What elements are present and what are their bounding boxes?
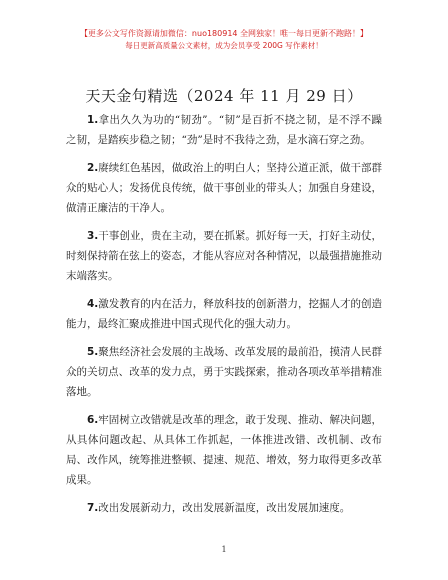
document-body: [66, 110, 382, 526]
paragraph-number: 5.: [87, 346, 99, 358]
page-number: 1: [221, 545, 227, 554]
paragraph-number: 1.: [87, 114, 99, 126]
paragraph-number: 6.: [87, 414, 99, 426]
paragraph-text: 聚焦经济社会发展的主战场、改革发展的最前沿，摸清人民群众的关切点、改革的发力点，勇于实践探索，推动各项改革举措精准落地。: [66, 346, 382, 398]
paragraph-text: 牢固树立改错就是改革的理念，敢于发现、推动、解决问题，从具体问题改起、从具体工作抓起，一体推进改错、改机制、改布局、改作风，统筹推进整顿、提速、规范、增效，努力取得更多改革成果。: [66, 414, 382, 486]
paragraph-6: [66, 410, 382, 490]
paragraph-1: [66, 110, 382, 150]
promo-line: 【更多公文写作资源请加微信：nuo180914 全网独家！唯一每日更新不跑路！】: [79, 29, 369, 38]
paragraph-7: [66, 498, 382, 518]
paragraph-number: 4.: [87, 298, 99, 310]
paragraph-text: 激发教育的内在活力，释放科技的创新潜力，挖掘人才的创造能力，最终汇聚成推进中国式现代化的强大动力。: [66, 298, 382, 330]
paragraph-text: 拿出久久为功的“韧劲”。“韧”是百折不挠之韧，是不浮不躁之韧，是踏疾步稳之韧；“劲”是时不我待之劲，是水滴石穿之劲。: [66, 114, 382, 146]
paragraph-5: [66, 342, 382, 402]
paragraph-2: [66, 158, 382, 218]
paragraph-4: [66, 294, 382, 334]
paragraph-number: 2.: [87, 162, 99, 174]
paragraph-text: 改出发展新动力，改出发展新温度，改出发展加速度。: [98, 502, 351, 514]
page-title: 天天金句精选（2024 年 11 月 29 日）: [85, 87, 363, 105]
header-banner: [0, 28, 448, 52]
paragraph-number: 3.: [87, 230, 99, 242]
promo-subline: 每日更新高质量公文素材，成为会员享受 200G 写作素材！: [125, 41, 323, 50]
paragraph-3: [66, 226, 382, 286]
paragraph-text: 干事创业，贵在主动，要在抓紧。抓好每一天，打好主动仗，时刻保持箭在弦上的姿态，才能从容应对各种情况，以最强措施推动末端落实。: [66, 230, 382, 282]
paragraph-number: 7.: [87, 502, 99, 514]
paragraph-text: 赓续红色基因，做政治上的明白人；坚持公道正派，做干部群众的贴心人；发扬优良传统，做干事创业的带头人；加强自身建设，做清正廉洁的干净人。: [66, 162, 382, 214]
